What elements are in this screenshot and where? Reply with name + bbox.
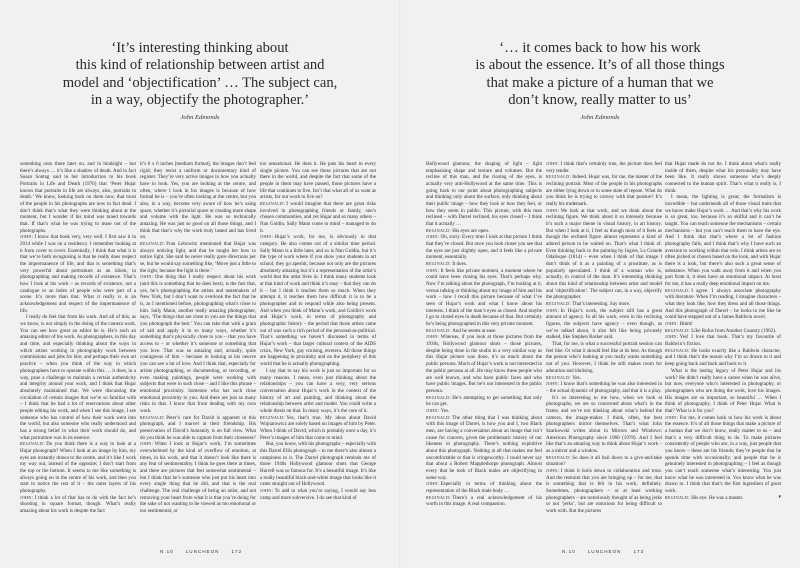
paragraph [260,441,376,488]
paragraph [426,228,542,235]
text-column [140,161,256,515]
paragraph [426,161,542,228]
paragraph-text: I think that’s certainly true, the picture does feel very tender. [546,161,662,174]
paragraph [546,208,662,301]
paragraph [546,341,662,374]
paragraph-text: The other thing that I was thinking about with this image of Darrel, is how you and I, two Black men, are having a conversation about an image that isn’t cause for concern, given the problematic history of our likeness in photography. There’s nothing exploitive about this photograph. Nothing at all that makes me feel uncomfortable or that is cringeworthy. I could never say that about a Robert Mapplethorpe photograph. Almost every that he took of Black males are objectifying in some way. [426,414,542,481]
paragraph [426,234,542,261]
paragraph [426,334,542,394]
paragraph-text: Yes. [572,374,581,381]
section-name: LUNCHEON [587,549,622,554]
speaker-label: reginald: [426,261,451,268]
speaker-label: john: [20,234,34,241]
end-of-article-mark-icon: ▾ [778,494,781,500]
pull-quote-author: John Edmonds [580,114,620,121]
speaker-label: reginald: [20,441,45,448]
paragraph-text: Hollywood glamour, the shaping of light – light emphasising shape and texture and volumes. But the recline of this man, and the closing of the eyes, is actually very anti-Hollywood at the same time. This is going back to our point about photographing subjects and thinking only about the surface, only thinking about their public image – how they look or how they feel, or how they seem in public. This picture, with this man reclined – with Darrel reclined, his eyes closed – I think that it actually … [426,161,542,228]
paragraph [546,375,662,382]
paragraph-text: Do you think there is a way to look at a Hujar photograph? When I look at an image by him, my eyes are instantly drawn to the centre, and it’s like I work my way out, instead of the opposite; I don’t start from the top or the bottom. It seems to me like something is always going on in the centre of his work, and then you start to notice the rest of it – the outer layers of his photography. [20,441,136,494]
paragraph-text: Indeed. Hujar was, for me, the master of the reclining portrait. Most of the people in his photographs are either lying down or in some state of repose. What do you think he is trying to convey with that posture? It’s really his trademark. [546,174,662,208]
speaker-label: reginald: [665,287,690,294]
paragraph [426,408,542,415]
paragraph-text: There’s a real acknowledgement of his worth in this image. A real compassion. [426,494,542,508]
paragraph [665,368,781,415]
paragraph-text: Hujar’s work, for me, is obviously in that category. He also comes out of a similar time period. Sally Mann is a little later, and so is Nan Goldin, but it’s the type of work where if you show your students in art school, they go apeshit, because not only are the pictures absolutely amazing but it’s a representation of the artist’s world that the artist lives in. I think many students look at that kind of work and think it’s easy – that they can do it – but I think it teaches them so much. When they attempt it, it teaches them how difficult it is to be a photographer and to respond while also being present. And when you think of Mann’s work, and Goldin’s work and Hujar’s work, in terms of photography and photographic history – the period that those artists came out of was such a rich period of the personal-as-political. That’s something we haven’t discussed in terms of Hujar’s work – that larger cultural context of the AIDS crisis, New York, gay cruising, etcetera. All those things are happening in proximity and on the periphery of this world that he is actually photographing. [260,234,376,368]
paragraph [426,395,542,408]
paragraph-text: Fran Lebowitz mentioned that Hujar was always noticing light, and that he taught her how to notice light. She said he never really gave directions per se, but he would say something like, ‘Move just a little to the right, because the light is there.’ [140,241,256,274]
pull-quote-line: this kind of relationship between artist and [75,57,325,74]
paragraph [546,161,662,174]
speaker-label: reginald: [260,201,285,208]
speaker-label: john: [260,487,274,494]
paragraph [140,415,256,442]
speaker-label: john: [426,481,440,488]
paragraph-text: I agree. I always associate photography with literature. When I’m reading, I imagine characters – what they look like, how they dress and all those things. And this photograph of Darrel – he looks to me like he could have stepped out of a James Baldwin novel. [665,287,781,321]
text-column [260,161,376,501]
paragraph-text: Yes. [440,407,450,414]
speaker-label: reginald: [665,327,690,334]
pull-quote-line: in a way, objectify the photographer.’ [90,92,310,109]
paragraph [140,274,256,414]
paragraph-text: I think a lot of that has to do with the fact he’s shooting in square format, though. What’s really amazing about his work is despite the fact [20,494,136,514]
speaker-label: reginald: [140,241,165,248]
paragraph [546,381,662,394]
text-column [20,161,136,515]
paragraph-text: We look at that work, and we think about the reclining figure. We think about it so intensely because it’s such a major theme in visual history, in art history. But when I look at it, I feel as though most of it feels as though the reclined figure almost represents a kind of adored person to be waited on. That’s what I think of. Even thinking back to the painting by Ingres, La Grande Odalisque (1814) – even when I think of that image I don’t think of it as a painting of a prostitute, as is popularly speculated. I think of a woman who is, actually, in control of the man. It’s interesting thinking about this kind of relationship between artist and model and ‘objectification’. The subject can, in a way, objectify the photographer. [546,207,662,301]
paragraph-text: Whereas, if you look at those pictures from the 1930s, Hollywood glamour shots – those pictures, despite being done in the studio in a very similar way as this Hujar picture was done, it’s so much about the public persona. Much of Hujar’s work is not interested in the public persona at all. He may know these people who are well known, and who have public faces and who have public images. But he’s not interested in the public persona. [426,334,542,394]
speaker-label: john: [426,334,440,341]
paragraph [260,234,376,367]
speaker-label: reginald: [426,494,451,501]
paragraph-text: I think it boils down to collaboration and trust. And the restraint that you are bringing up – for me, that is something that is felt in his work, definitely. Sometimes, photographers – or at least working photographers – are notoriously thought of as being jerks or not ‘jerks’, but are notorious for being difficult to work with. But the pictures [546,467,662,514]
speaker-label: john: [140,274,154,281]
speaker-label: reginald: [546,301,571,308]
speaker-label: john: [426,407,440,414]
speaker-label: reginald: [426,327,451,334]
paragraph-text: For me, it comes back to how his work is about the essence. It’s of all those things that make a picture of a human that we don’t know, really matter to us – and that’s a very difficult thing to do. To make pictures consistently of people who are, in a way, just people that you know – these are his friends; they’re people that he spends time with occasionally; and people that he is genuinely interested in photographing – I feel as though you can’t teach someone what’s interesting. You just know what he was interested in. You know what he was drawn to. I think that that’s the first ingredient of great work. [665,414,781,494]
text-column [546,161,662,515]
paragraph-text: His eye. He was a master. [691,494,744,501]
paragraph-text: So does it all boil down to a give-and-take situation? [546,454,662,468]
paragraph-text: It’s so interesting to me how, when we look at photographs, we are so concerned about what’s in the frame, and we’re not thinking about what’s behind the camera, the image-maker. I think, often, the best photographers mirror themselves. That’s what John Szarkowski writes about in Mirrors and Windows: American Photography since 1960 (1978). And I feel like that’s an amazing way to think about Hujar’s work – as a mirror and a window. [546,394,662,454]
paragraph [665,288,781,321]
paragraph [665,415,781,495]
paragraph [260,368,376,415]
paragraph-text: It feels like private moment, a moment where he could have been closing his eyes. That’s perhaps why. Now I’m talking about the photograph, I’m looking at it, versus talking or thinking about my image of him and his work – how I recall this picture because of what I’ve seen of Hujar’s work and what I know about his interests. I think of the man’s eyes as closed. And maybe I go to closed eyes in death because of that. But certainly he’s being photographed in this very private moment. [426,267,542,328]
paragraph-text: Peter’s care for David is apparent in this photograph, and I marvel at their friendship. His preservation of David’s humanity is on full view. What do you think he was able to capture from their closeness? [140,414,256,441]
speaker-label: reginald: [546,454,571,461]
paragraph [665,334,781,347]
speaker-label: john: [546,381,560,388]
paragraph [260,201,376,234]
paragraph [20,234,136,314]
paragraph [426,415,542,482]
speaker-label: john: [546,307,560,314]
speaker-label: reginald: [426,394,451,401]
speaker-label: john: [426,267,440,274]
page-footer [160,549,254,554]
paragraph-text: It does. [452,261,468,268]
paragraph [140,441,256,514]
paragraph [140,241,256,274]
paragraph [546,468,662,515]
page-number: 173 [633,549,645,554]
pull-quote-line: is about the essence. It’s of all those things [475,57,725,74]
pull-quote-line: don’t know, really matter to us’ [508,92,692,109]
pull-quote [0,40,400,110]
paragraph [426,261,542,268]
pull-quote-line: ‘It’s interesting thinking about [111,40,289,56]
paragraph-text: That, for me, is what a successful portrait session can feel like. Or what it should feel like at its best. As though the person who’s looking at you really wants something out of you. However, I think he still makes room for adoration and idolising. [546,341,662,374]
paragraph [260,415,376,442]
paragraph-text: He’s attempting to get something that only he can get. [426,394,542,408]
speaker-label: reginald: [426,227,451,234]
paragraph-text: I know that book very, very well. I first saw it in 2014 while I was on a residency. I remember looking at it from cover to cover. Essentially, I think that what it is that we’re both recognising is that he really does respect the impermanence of life, and that is something that’s very powerful about portraiture as an idiom, in photographing and making records of existence. That’s how I look at his work – as records of existence, not a catalogue or an index of people who were part of a scene. It’s more than that. What it really is is an acknowledgement and respect of the impermanence of life. [20,234,136,314]
speaker-label: reginald: [546,174,571,181]
paragraph-text: too sensational. He does it. He puts his heart in every single picture. You can see those pictures that are out there in the world, and despite the fact that some of the people in them may have passed, those pictures have a life that continues to live. Isn’t that what all of us want as artists, for our work to live on? [260,161,376,201]
paragraph-text: In Hujar’s work, the subject still has a great amount of agency. In all his work, even in his reclining figures, the subjects have agency – even though, as we’ve talked about, it also felt like being privately stalked, like Stephen Barker said. [546,307,662,341]
paragraph-text: I really do feel that from his work. And all of this, as we know, is not simply in the doing of the camera work. You can see how great an editor he is. He’s such an amazing editor of his work. As photographers, in this day and time, and especially thinking about the ways in which artists working in photography work between commissions and jobs for hire, and perhaps their own art practice – when you think of the way in which photographers have to operate within this … it does, in a way, pose a challenge to maintain a certain authenticity and integrity around your work, and I think that Hujar absolutely maintained that. We were discussing the circulation of certain images that we’re so familiar with – I think that he had a lot of reservations about other people editing his work, and when I see this image, I see someone who has control of how their work went into the world, but also someone who really understood and has a strong belief in what their work should do, and what portraiture was in its essence. [20,314,136,441]
pull-quote-line: model and ‘objectification’ … The subject can, [62,74,338,91]
paragraph-text: One thing that I really respect about his work (and this is something that he does best), is the fact that, yes, he’s photographing the artists and tastemakers of New York, but I don’t want to overlook the fact that he is, as I mentioned before, photographing what’s close to him. Sally Mann, another really amazing photographer, says, ‘The things that are close to you are the things that you photograph the best.’ You can take that with a grain of salt and apply it in so many ways, whether it’s something that’s physically close to you – that you have access to – or whether it’s someone or something that you love. That was so amazing and, actually, quite courageous of him – because in looking at his oeuvre you can see a lot of love. And I think that, especially for artists photographing, or documenting, or recording, or even making paintings, people were working with subjects that were in such close – and I like this phrase – emotional proximity. Someone who has such close emotional proximity to you. And there are just so many risks in that. I know that from dealing with my own work. [140,274,256,414]
paragraph [20,161,136,234]
paragraph-text: I know that’s something he was also interested in – the actual dynamic of photography, and that it is a play. [546,381,662,394]
paragraph [260,488,376,501]
speaker-label: john: [426,234,440,241]
paragraph [546,395,662,455]
paragraph-text: Like Rufus from Another Country (1962). [691,327,777,334]
speaker-label: john: [546,207,560,214]
paragraph-text: That’s interesting. Say more. [572,301,631,308]
paragraph [665,321,781,328]
paragraph-text: When I look at Hujar’s work, I’m sometimes overwhelmed by the kind of overflow of emotion, at times, in his work, and that it doesn’t look like there is any fear of sentimentality. I think he goes there at times, and there are pictures that feel somewhat sentimental – but I think that he’s someone who just put his heart into every single thing that he did, and that is the real challenge. The real challenge of being an artist, and not removing your heart from what it is that you’re doing for the sake of not wanting to be viewed as too emotional or too sentimental, or [140,441,256,514]
paragraph [665,194,781,287]
paragraph-text: He looks exactly like a Baldwin character, and I think that’s the reason why I’m so drawn to it and keep going back and back and back to it. [665,347,781,368]
speaker-label: reginald: [140,414,165,421]
paragraph [546,301,662,308]
speaker-label: john: [140,441,154,448]
paragraph [665,161,781,194]
speaker-label: reginald: [260,414,285,421]
issue-number: N.10 [160,549,174,554]
speaker-label: john: [20,494,34,501]
paragraph-text: Oh, sorry. Every time I look at that picture I think that they’re closed. But once you look closer you see that the eyes are just slightly open, and it feels like a private moment, essentially. [426,234,542,261]
speaker-label: john: [546,161,560,167]
paragraph-text: Hmm! [679,321,693,328]
pull-quote [400,40,800,110]
paragraph-text: it’s 6 x 6 inches [medium format], the images don’t feel rigid; they resist a uniform or documentary kind of register. They’re very active images in how you actually have to look. Yes, you are looking at the centre, and often, where I look in his images is because of how formal he is – you’re often looking at the centre, but you also, in a way, become very aware of how he’s using space, whether it’s pictorial space or creating more shape and volume with the light. He was so technically amazing. He was just so good on all those things, and I think that that’s why the work truly lasted and has lived on. [140,161,256,241]
paragraph-text: What is the lasting legacy of Peter Hujar and his work? He didn’t really have a career when he was alive, but now, everyone who’s interested in photography, or photographers who are doing the work, love his images. His images are so important, so beautiful … When I think of photography, I think of Peter Hujar. What is that? What is it for you? [665,367,781,414]
paragraph [140,161,256,241]
text-column [426,161,542,508]
paragraph-text: And he seems at ease. [452,327,497,334]
paragraph [20,441,136,494]
paragraph [546,308,662,341]
paragraph-text: that Hujar made do not lie. I think about what’s really inside of them, despite what his personality may have been like. It really shows someone who’s deeply connected to the human spirit. That’s what it really is, I think. [665,161,781,194]
speaker-label: john: [665,321,679,328]
paragraph [260,161,376,201]
paragraph-text: something onto there later on, and in hindsight – but there’s always … it’s like a shadow of death. And in fact Susan Sontag said in her introduction to his book Portraits in Life and Death (1976) that ‘Peter Hujar knows that portraits in life are always, also, portraits in death.’ We know, looking back on them now, that most of the people in his photographs are now in fact dead. I don’t think that’s what they were thinking about at the moment, but I wonder if his mind was tuned towards that. If that’s what he was trying to tease out of the photographs. [20,161,136,234]
speaker-label: john: [260,234,274,241]
paragraph [665,348,781,368]
speaker-label: john: [546,467,560,474]
pull-quote-author: John Edmonds [180,114,220,121]
paragraph-text: I say that to say his work is just so important for so many reasons. I mean, even just thinking about the relationships – you can have a very, very serious conversation about Hujar’s work in the context of the history of art and painting, and thinking about the relationship between artist and model. You could write a whole thesis on that. In many ways, it’s the core of it. [260,367,376,414]
page-number: 172 [231,549,243,554]
paragraph-text: Yes, that’s true. My ideas about David Wojnarowicz are solely based on images of him by Peter. When I think of David, which is probably once a day, it’s Peter’s images of him that come to mind. [260,414,376,441]
paragraph [546,455,662,468]
right-page [400,0,800,568]
speaker-label: reginald: [665,347,690,354]
paragraph [426,495,542,508]
paragraph-text: But, you know, with his photographs – especially with this Darrel Ellis photograph – to me there’s also almost a campiness to it. The Darrel photograph reminds me of those 1940s Hollywood glamour shots that George Hurrell was so famous for. It’s a beautiful image. It’s like a really beautiful black-and-white image that looks like it came straight out of Hollywood. [260,441,376,488]
paragraph-text: I mean, the lighting is great; the formalism is incredible – but underneath all of those visual traits that we know make Hujar’s work … And that’s why his work is so great, too, because it’s so skilful and it can’t be taught. You can teach someone the mechanisms – certain mechanisms – but you can’t teach them to have the eye. And I think that that’s where a lot of fashion photography fails, and I think that’s why I have such an aversion to working within that vein. I think artists are so often picked or chosen based on the look, and with Hujar there is a look, but there’s also such a great sense of substance. When you walk away from it and when you part from it, it does have an emotional impact. At least for me, it has a really deep emotional impact on me. [665,194,781,288]
paragraph-text: Yes! I love that book. That’s my favourite of Baldwin’s fiction. [665,334,781,348]
speaker-label: reginald: [546,374,571,381]
paragraph [426,268,542,328]
page-footer [562,549,656,554]
paragraph-text: Especially in terms of thinking about the representation of the Black male body … [426,481,542,494]
paragraph-text: To add to what you’re saying, I would say less camp and more subversive. I do see that kind of [260,487,376,501]
paragraph [20,495,136,515]
issue-number: N.10 [562,549,576,554]
paragraph [20,314,136,441]
speaker-label: john: [665,414,679,421]
paragraph-text: I would imagine that there are great risks involved in photographing friends or family, one’s chosen communities, and yet Hujar and so many others – Nan Goldin, Sally Mann come to mind – managed to do it. [260,201,376,234]
pull-quote-line: that make a picture of a human that we [486,74,714,91]
speaker-label: reginald: [426,414,451,421]
pull-quote-line: ‘… it comes back to how his work [499,40,701,56]
text-column [665,161,781,501]
paragraph [426,481,542,494]
paragraph [546,174,662,207]
section-name: LUNCHEON [185,549,220,554]
speaker-label: john: [665,334,679,341]
paragraph [665,495,781,502]
paragraph-text: His eyes are open. [452,227,490,234]
speaker-label: reginald: [665,494,690,501]
